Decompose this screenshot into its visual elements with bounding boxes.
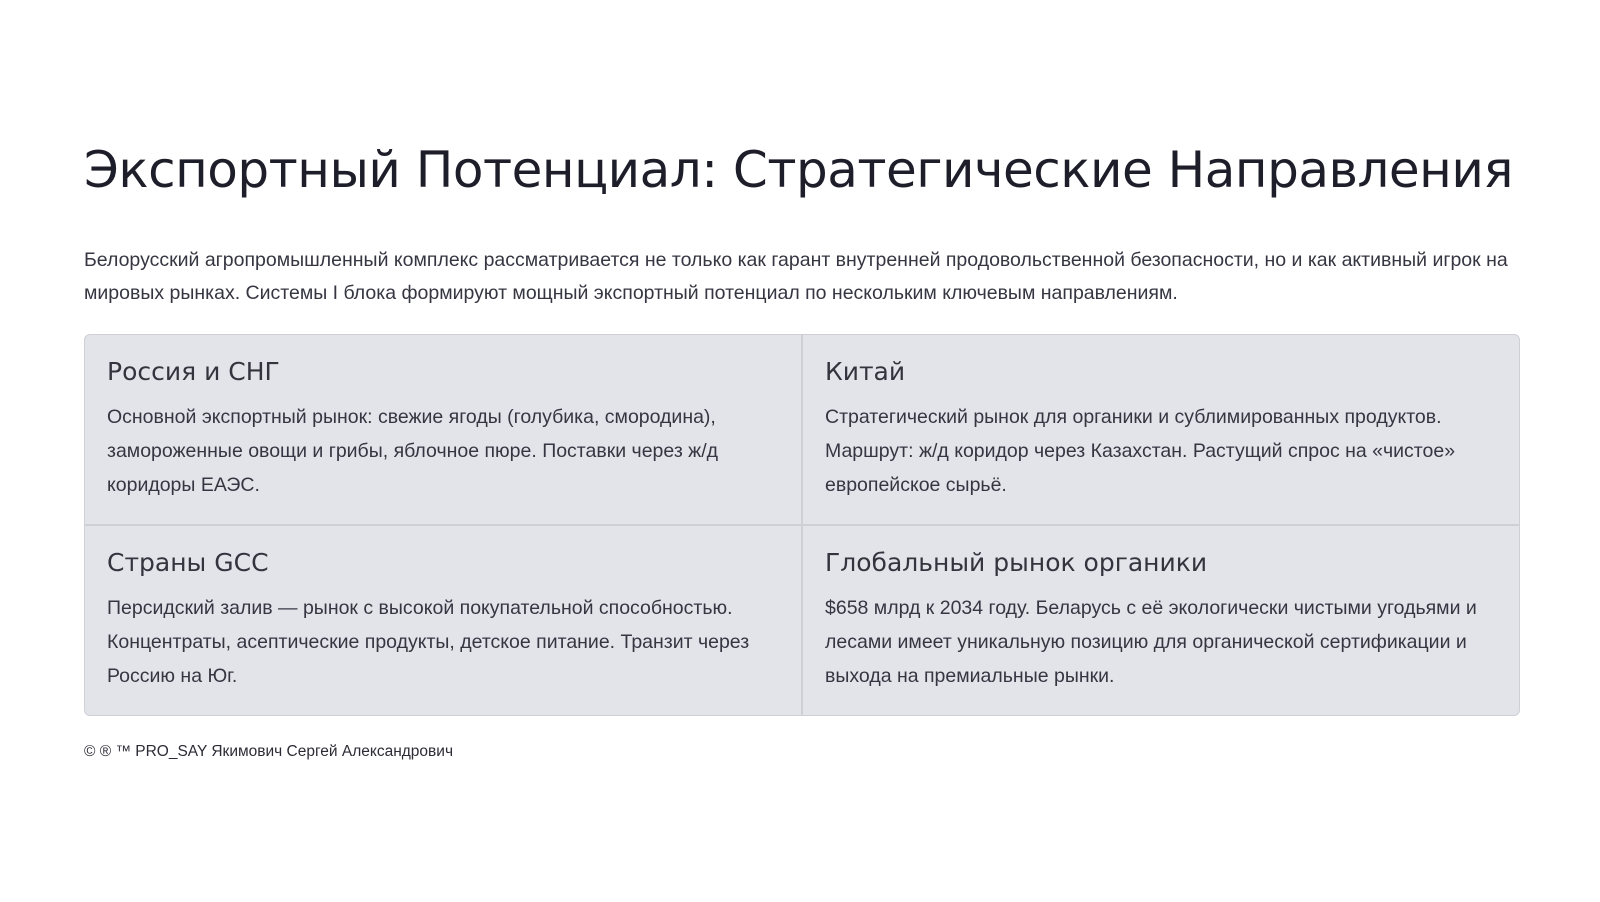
copyright-footer: © ® ™ PRO_SAY Якимович Сергей Александрович xyxy=(84,743,454,760)
market-card-title: Россия и СНГ xyxy=(107,357,280,386)
market-card-china xyxy=(803,335,1519,524)
market-card-gcc xyxy=(85,526,801,715)
markets-grid xyxy=(84,334,1520,716)
slide xyxy=(84,140,1520,763)
market-card-title: Страны GCC xyxy=(107,548,269,577)
page-title: Экспортный Потенциал: Стратегические Направления xyxy=(84,141,1513,199)
intro-paragraph: Белорусский агропромышленный комплекс рассматривается не только как гарант внутренней продовольственной безопасности, но и как активный игрок на мировых рынках. Системы I блока формируют мощный экспортный потенциал по нескольким ключевым направлениям. xyxy=(84,249,1508,304)
market-card-text: $658 млрд к 2034 году. Беларусь с её экологически чистыми угодьями и лесами имеет уникальную позицию для органической сертификации и выхода на премиальные рынки. xyxy=(825,597,1477,687)
market-card-title: Китай xyxy=(825,357,906,386)
market-card-text: Персидский залив — рынок с высокой покупательной способностью. Концентраты, асептические продукты, детское питание. Транзит через Россию на Юг. xyxy=(107,597,750,687)
market-card-title: Глобальный рынок органики xyxy=(825,548,1208,577)
market-card-text: Основной экспортный рынок: свежие ягоды (голубика, смородина), замороженные овощи и грибы, яблочное пюре. Поставки через ж/д коридоры ЕАЭС. xyxy=(107,406,719,496)
market-card-russia-cis xyxy=(85,335,801,524)
market-card-text: Стратегический рынок для органики и сублимированных продуктов. Маршрут: ж/д коридор через Казахстан. Растущий спрос на «чистое» европейское сырьё. xyxy=(825,406,1456,496)
market-card-global-organic xyxy=(803,526,1519,715)
